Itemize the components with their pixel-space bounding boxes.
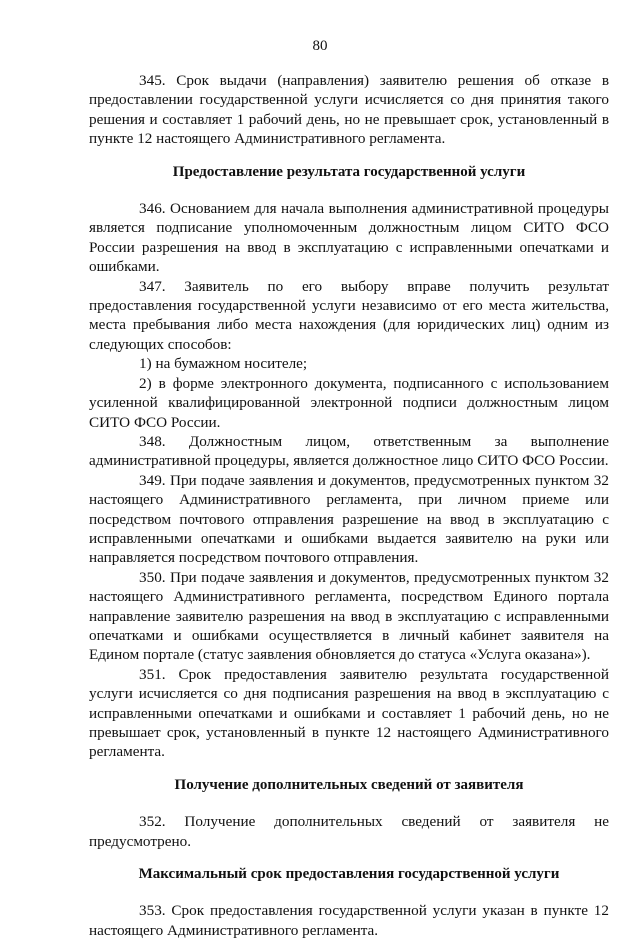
paragraph-352: 352. Получение дополнительных сведений от заявителя не предусмотрено. [89, 813, 609, 850]
paragraph-353: 353. Срок предоставления государственной услуги указан в пункте 12 настоящего Административного регламента. [89, 902, 609, 939]
heading-result-provision: Предоставление результата государственной услуги [172, 163, 526, 180]
paragraph-346: 346. Основанием для начала выполнения административной процедуры является подписание уполномоченным должностным лицом СИТО ФСО России разрешения на ввод в эксплуатацию с исправленными опечатками и ошибками. [89, 200, 609, 276]
heading-additional-info: Получение дополнительных сведений от заявителя [174, 776, 524, 793]
paragraph-348: 348. Должностным лицом, ответственным за выполнение административной процедуры, является должностное лицо СИТО ФСО России. [89, 432, 609, 470]
page-number: 80 [312, 38, 328, 54]
paragraph-345: 345. Срок выдачи (направления) заявителю решения об отказе в предоставлении государственной услуги исчисляется со дня принятия такого решения и составляет 1 рабочий день, но не превышает срок, установленный в пункте 12 настоящего Административного регламента. [89, 72, 609, 148]
paragraph-347: 347. Заявитель по его выбору вправе получить результат предоставления государственной услуги независимо от его места жительства, места пребывания либо места нахождения (для юридических лиц) одним из следующих способов: [89, 277, 609, 353]
paragraph-349: 349. При подаче заявления и документов, предусмотренных пунктом 32 настоящего Административного регламента, при личном приеме или посредством почтового отправления разрешение на ввод в эксплуатацию с исправленными опечатками и ошибками выдается заявителю на руки или направляется посредством почтового отправления. [89, 471, 609, 567]
paragraph-347-item-1: 1) на бумажном носителе; [139, 355, 308, 373]
document-body [89, 71, 609, 940]
paragraph-347-item-2: 2) в форме электронного документа, подписанного с использованием усиленной квалифицированной электронной подписи должностным лицом СИТО ФСО России. [89, 374, 609, 431]
heading-max-term: Максимальный срок предоставления государственной услуги [138, 866, 560, 883]
paragraph-351: 351. Срок предоставления заявителю результата государственной услуги исчисляется со дня подписания разрешения на ввод в эксплуатацию с исправленными опечатками и ошибками и составляет 1 рабочий день, но не превышает срок, установленный в пункте 12 настоящего Административного регламента. [89, 665, 609, 761]
paragraph-350: 350. При подаче заявления и документов, предусмотренных пунктом 32 настоящего Административного регламента, посредством Единого портала направление заявителю разрешения на ввод в эксплуатацию с исправленными опечатками и ошибками осуществляется в личный кабинет заявителя на Едином портале (статус заявления обновляется до статуса «Услуга оказана»). [89, 568, 609, 664]
